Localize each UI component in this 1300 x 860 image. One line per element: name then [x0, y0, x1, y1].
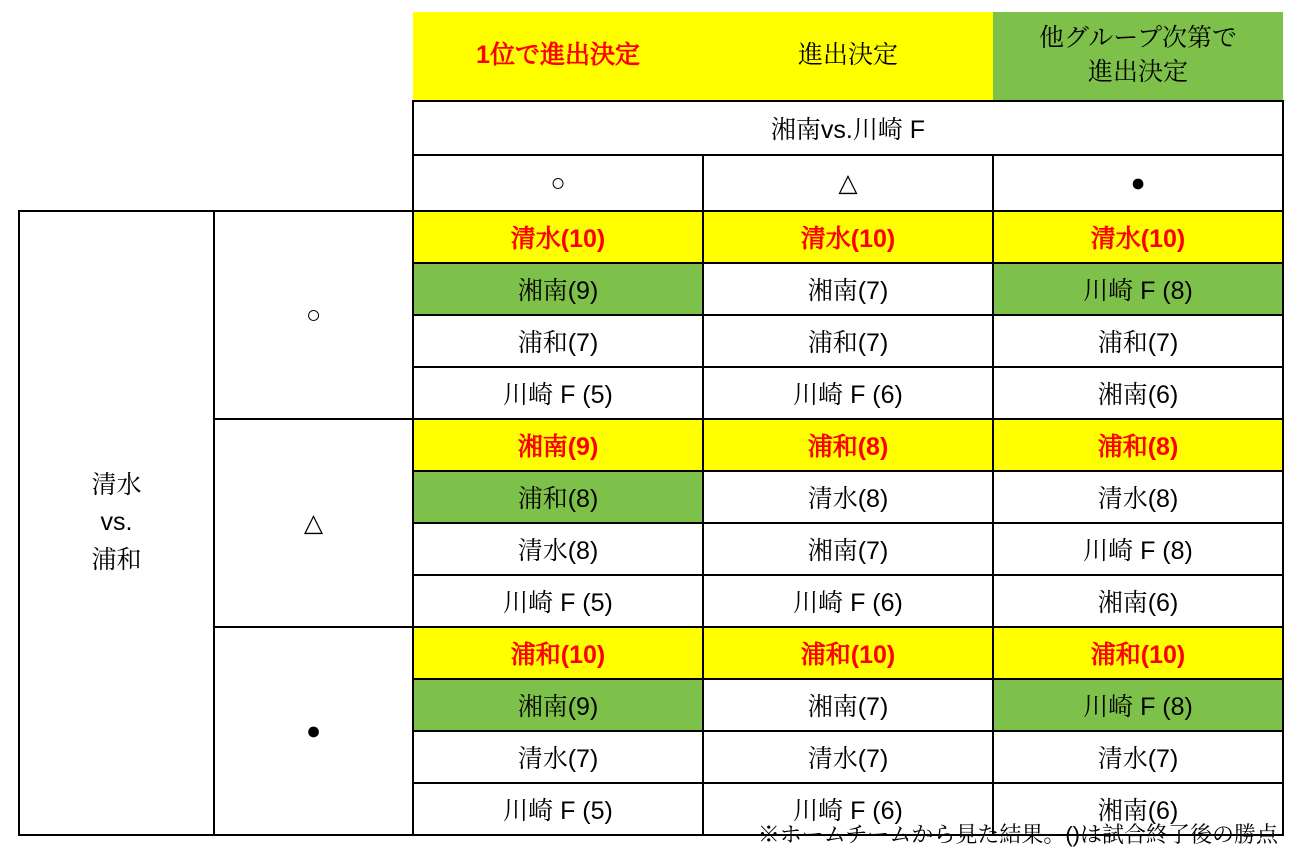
cell-r2c1-rank3: 清水(7) [703, 731, 993, 783]
cell-r1c1-rank1: 浦和(8) [703, 419, 993, 471]
column-match-label: 湘南vs.川崎 F [413, 101, 1283, 155]
column-symbol-win: ○ [413, 155, 703, 211]
legend-row [19, 12, 1283, 101]
row-match-line2: vs. [100, 508, 133, 537]
cell-r2c0-rank1: 浦和(10) [413, 627, 703, 679]
legend-advance: 進出決定 [703, 12, 993, 101]
corner-blank-left-2 [19, 155, 214, 211]
table-row [19, 211, 1283, 263]
cell-r1c0-rank1: 湘南(9) [413, 419, 703, 471]
cell-r1c0-rank4: 川崎 F (5) [413, 575, 703, 627]
legend-depends-line1: 他グループ次第で [1038, 24, 1237, 53]
cell-r0c0-rank4: 川崎 F (5) [413, 367, 703, 419]
cell-r0c1-rank1: 清水(10) [703, 211, 993, 263]
cell-r0c2-rank1: 清水(10) [993, 211, 1283, 263]
corner-blank-right-2 [214, 155, 413, 211]
row-symbol-draw: △ [214, 419, 413, 627]
legend-spacer-2 [214, 12, 413, 101]
cell-r0c2-rank4: 湘南(6) [993, 367, 1283, 419]
column-symbol-draw: △ [703, 155, 993, 211]
cell-r0c2-rank2: 川崎 F (8) [993, 263, 1283, 315]
cell-r2c1-rank4: 川崎 F (6) [703, 783, 993, 835]
cell-r1c0-rank3: 清水(8) [413, 523, 703, 575]
cell-r1c1-rank4: 川崎 F (6) [703, 575, 993, 627]
column-symbol-loss: ● [993, 155, 1283, 211]
cell-r1c2-rank2: 清水(8) [993, 471, 1283, 523]
cell-r0c0-rank2: 湘南(9) [413, 263, 703, 315]
cell-r0c2-rank3: 浦和(7) [993, 315, 1283, 367]
cell-r1c2-rank1: 浦和(8) [993, 419, 1283, 471]
row-match-label [19, 211, 214, 835]
cell-r2c0-rank4: 川崎 F (5) [413, 783, 703, 835]
cell-r2c1-rank2: 湘南(7) [703, 679, 993, 731]
cell-r1c0-rank2: 浦和(8) [413, 471, 703, 523]
cell-r2c2-rank3: 清水(7) [993, 731, 1283, 783]
row-match-line1: 清水 [91, 470, 142, 499]
results-matrix-table [18, 12, 1284, 836]
cell-r1c1-rank2: 清水(8) [703, 471, 993, 523]
column-match-row [19, 101, 1283, 155]
cell-r1c1-rank3: 湘南(7) [703, 523, 993, 575]
footnote: ※ホームチームから見た結果。()は試合終了後の勝点 [757, 822, 1278, 847]
cell-r2c0-rank2: 湘南(9) [413, 679, 703, 731]
column-symbol-row [19, 155, 1283, 211]
corner-blank-right [214, 101, 413, 155]
cell-r2c2-rank2: 川崎 F (8) [993, 679, 1283, 731]
cell-r2c2-rank4: 湘南(6) [993, 783, 1283, 835]
legend-depends-line2: 進出決定 [1087, 58, 1188, 86]
cell-r2c0-rank3: 清水(7) [413, 731, 703, 783]
row-symbol-loss: ● [214, 627, 413, 835]
cell-r2c1-rank1: 浦和(10) [703, 627, 993, 679]
legend-spacer [19, 12, 214, 101]
corner-blank-left [19, 101, 214, 155]
legend-depends-other-group [993, 12, 1283, 101]
cell-r0c1-rank2: 湘南(7) [703, 263, 993, 315]
cell-r0c0-rank3: 浦和(7) [413, 315, 703, 367]
legend-first-place: 1位で進出決定 [413, 12, 703, 101]
cell-r1c2-rank3: 川崎 F (8) [993, 523, 1283, 575]
cell-r0c1-rank4: 川崎 F (6) [703, 367, 993, 419]
row-match-line3: 浦和 [91, 545, 142, 574]
cell-r0c0-rank1: 清水(10) [413, 211, 703, 263]
cell-r2c2-rank1: 浦和(10) [993, 627, 1283, 679]
cell-r1c2-rank4: 湘南(6) [993, 575, 1283, 627]
row-symbol-win: ○ [214, 211, 413, 419]
cell-r0c1-rank3: 浦和(7) [703, 315, 993, 367]
